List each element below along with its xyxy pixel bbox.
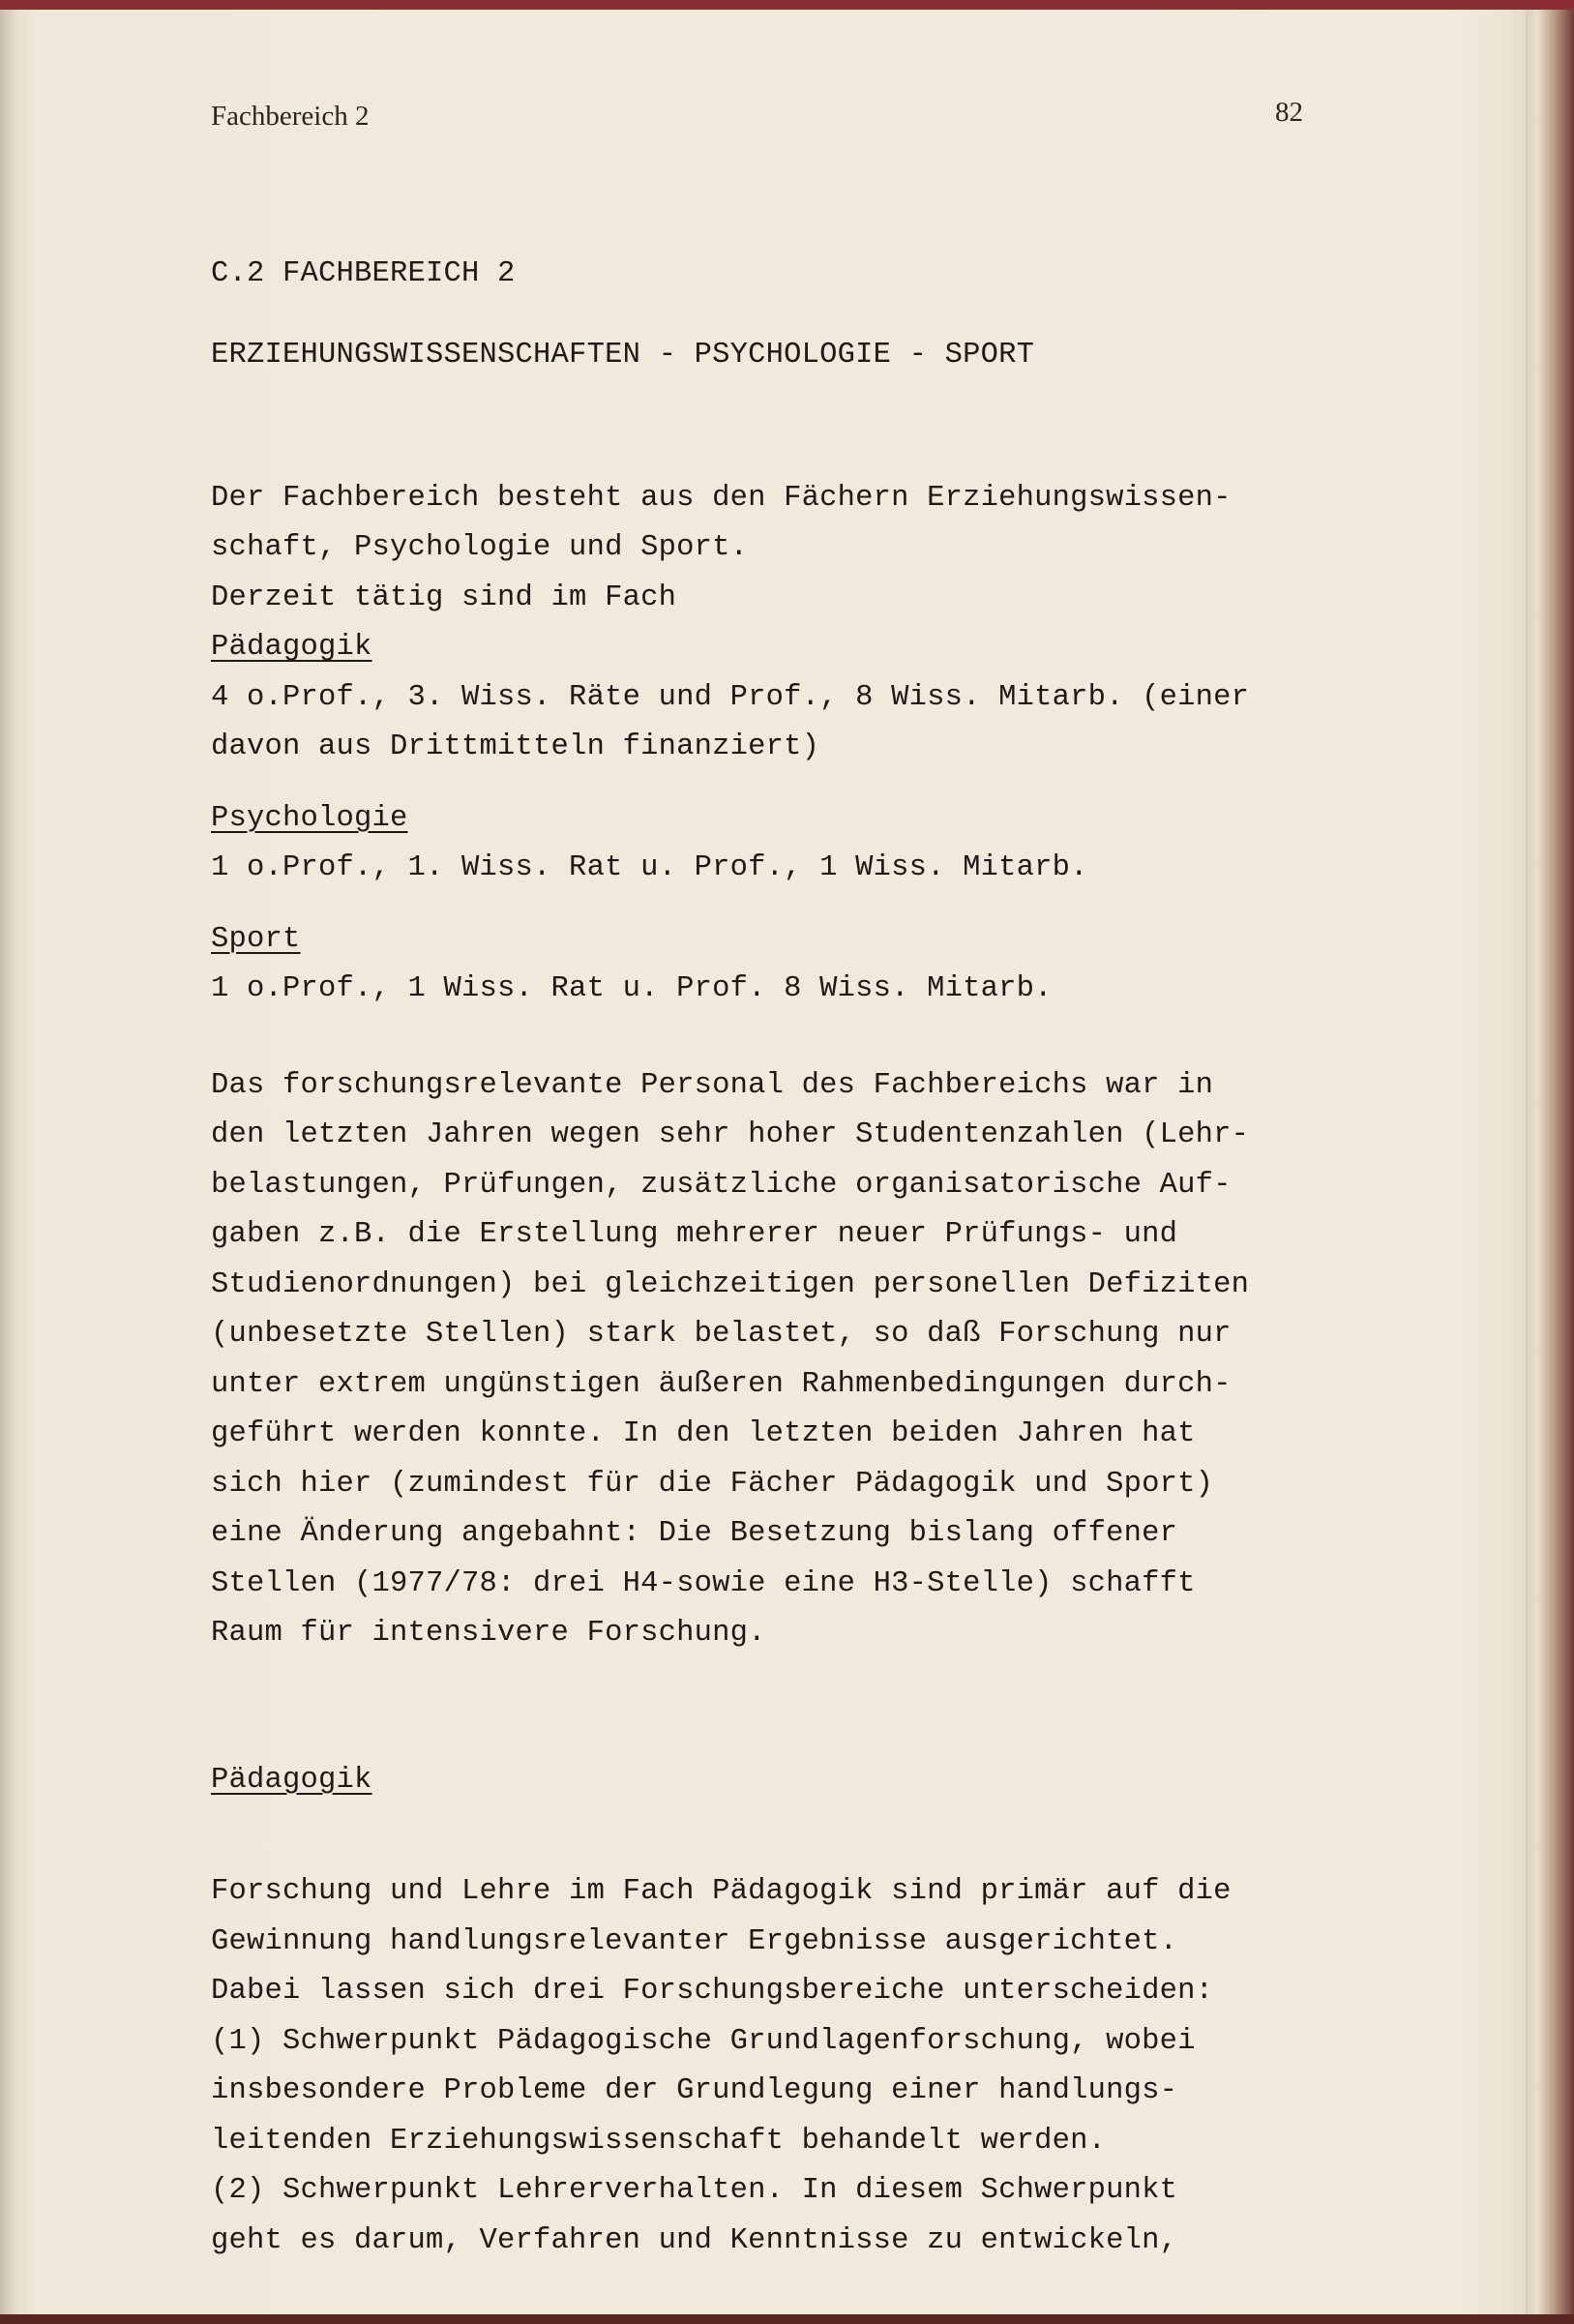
staff-subject-label: Sport bbox=[211, 922, 301, 956]
staff-subject-label: Psychologie bbox=[211, 801, 408, 835]
staff-subject-psychologie bbox=[211, 794, 1391, 845]
paragraph-line: Forschung und Lehre im Fach Pädagogik sind primär auf die bbox=[211, 1875, 1232, 1908]
paragraph-line: geht es darum, Verfahren und Kenntnisse zu entwickeln, bbox=[211, 2223, 1178, 2257]
paragraph-line: unter extrem ungünstigen äußeren Rahmenbedingungen durch- bbox=[211, 1367, 1232, 1401]
staff-line: davon aus Drittmitteln finanziert) bbox=[211, 730, 820, 763]
paragraph-line: Raum für intensivere Forschung. bbox=[211, 1617, 766, 1650]
bottom-edge bbox=[0, 2314, 1574, 2324]
paragraph-line: Dabei lassen sich drei Forschungsbereiche unterscheiden: bbox=[211, 1975, 1214, 2008]
page-number: 82 bbox=[1275, 97, 1303, 128]
page-stack-edge bbox=[1526, 0, 1574, 2324]
paragraph-line: sich hier (zumindest für die Fächer Pädagogik und Sport) bbox=[211, 1467, 1214, 1501]
top-edge bbox=[0, 0, 1574, 10]
staff-subject-label: Pädagogik bbox=[211, 631, 372, 664]
paragraph-line: Studienordnungen) bei gleichzeitigen personellen Defiziten bbox=[211, 1267, 1250, 1301]
running-head-title: Fachbereich 2 bbox=[211, 101, 370, 132]
staff-subject-paedagogik bbox=[211, 623, 1391, 673]
intro-line: Der Fachbereich besteht aus den Fächern Erziehungswissen- bbox=[211, 481, 1232, 515]
intro-line: Derzeit tätig sind im Fach bbox=[211, 581, 677, 614]
paragraph-line: gaben z.B. die Erstellung mehrerer neuer Prüfungs- und bbox=[211, 1218, 1178, 1251]
staff-line: 1 o.Prof., 1. Wiss. Rat u. Prof., 1 Wiss. Mitarb. bbox=[211, 851, 1088, 884]
staff-line: 4 o.Prof., 3. Wiss. Räte und Prof., 8 Wiss. Mitarb. (einer bbox=[211, 680, 1250, 714]
paragraph-line: geführt werden konnte. In den letzten beiden Jahren hat bbox=[211, 1417, 1196, 1450]
paragraph-line: Das forschungsrelevante Personal des Fachbereichs war in bbox=[211, 1068, 1214, 1102]
intro-line: schaft, Psychologie und Sport. bbox=[211, 531, 749, 564]
paragraph-line: leitenden Erziehungswissenschaft behandelt werden. bbox=[211, 2124, 1107, 2158]
staff-subject-sport bbox=[211, 915, 1391, 966]
page-content bbox=[211, 250, 1391, 2266]
paragraph-line: den letzten Jahren wegen sehr hoher Studentenzahlen (Lehr- bbox=[211, 1118, 1250, 1151]
paragraph-line: eine Änderung angebahnt: Die Besetzung bislang offener bbox=[211, 1517, 1178, 1550]
paragraph-line: (unbesetzte Stellen) stark belastet, so daß Forschung nur bbox=[211, 1318, 1232, 1351]
paragraph-line: (2) Schwerpunkt Lehrerverhalten. In diesem Schwerpunkt bbox=[211, 2174, 1178, 2207]
section-title-text: Pädagogik bbox=[211, 1763, 372, 1797]
paragraph-line: Gewinnung handlungsrelevanter Ergebnisse ausgerichtet. bbox=[211, 1924, 1178, 1958]
paragraph-line: insbesondere Probleme der Grundlegung einer handlungs- bbox=[211, 2074, 1178, 2107]
chapter-subheading: ERZIEHUNGSWISSENSCHAFTEN - PSYCHOLOGIE - SPORT bbox=[211, 338, 1035, 372]
chapter-heading: C.2 FACHBEREICH 2 bbox=[211, 257, 516, 290]
section-title bbox=[211, 1756, 1391, 1806]
staff-line: 1 o.Prof., 1 Wiss. Rat u. Prof. 8 Wiss. Mitarb. bbox=[211, 972, 1053, 1005]
paragraph-line: belastungen, Prüfungen, zusätzliche organisatorische Auf- bbox=[211, 1168, 1232, 1202]
paragraph-line: (1) Schwerpunkt Pädagogische Grundlagenforschung, wobei bbox=[211, 2024, 1196, 2058]
paragraph-line: Stellen (1977/78: drei H4-sowie eine H3-Stelle) schafft bbox=[211, 1566, 1196, 1600]
